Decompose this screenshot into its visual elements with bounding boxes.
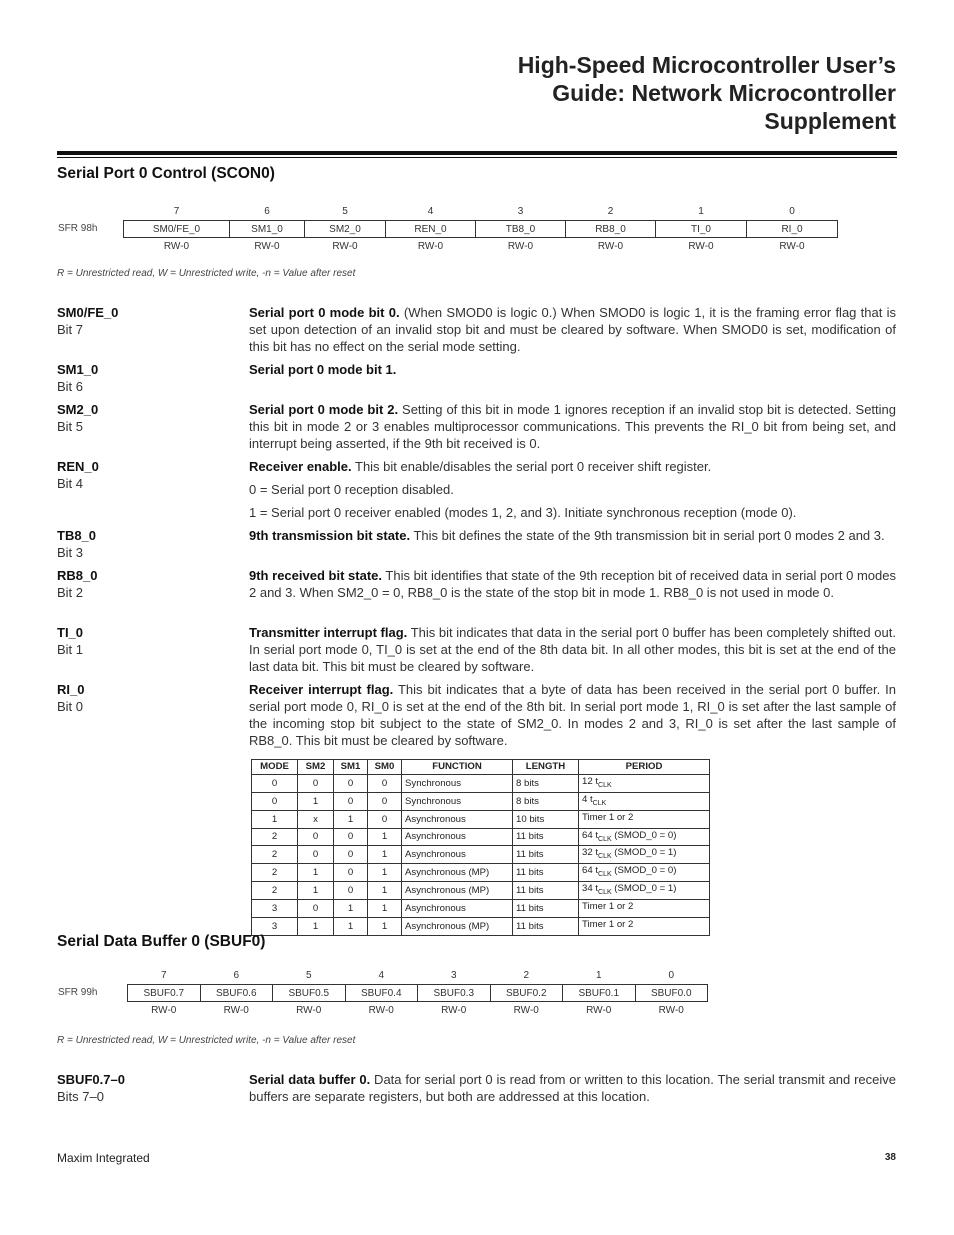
bit-access: RW-0: [513, 1004, 539, 1016]
field-text: This bit identifies that state of the 9th reception bit of received data in serial port 0 modes 2 and 3. When SM2_0 = 0, RB8_0 is the state of the stop bit in mode 1. RB8_0 is not used in mode 0.: [249, 568, 896, 600]
sbuf0-heading: Serial Data Buffer 0 (SBUF0): [57, 933, 266, 950]
title-line-2: Guide: Network Microcontroller: [552, 80, 896, 106]
scon0-legend: R = Unrestricted read, W = Unrestricted write, -n = Value after reset: [57, 268, 356, 279]
bit-access: RW-0: [368, 1004, 394, 1016]
table-cell: Asynchronous (MP): [402, 882, 513, 900]
period-suffix: (SMOD_0 = 1): [611, 883, 677, 895]
table-cell: 0: [368, 774, 402, 792]
table-cell: x: [298, 810, 334, 828]
title-rule-thin: [57, 157, 897, 158]
table-cell: 11 bits: [513, 864, 579, 882]
bit-access: RW-0: [332, 240, 358, 252]
column-header: MODE: [252, 760, 298, 775]
field-lead: Serial port 0 mode bit 0.: [249, 305, 400, 320]
scon0-bit-numbers: [124, 203, 838, 221]
table-cell: 11 bits: [513, 882, 579, 900]
sbuf0-bit-access: [128, 1002, 708, 1019]
table-cell: 0: [334, 864, 368, 882]
table-cell: 0: [368, 810, 402, 828]
period-subscript: CLK: [598, 781, 612, 789]
period-subscript: CLK: [592, 799, 607, 807]
field-lead: Receiver enable.: [249, 459, 352, 474]
bit-number: 4: [427, 206, 434, 217]
period-cell: [579, 900, 710, 918]
mode-table-row: [252, 828, 710, 846]
mode-table-row: [252, 900, 710, 918]
bit-name-cell: TB8_0: [476, 221, 566, 238]
table-cell: 1: [334, 900, 368, 918]
mode-table-row: [252, 864, 710, 882]
field-desc-sbuf0: [249, 1071, 896, 1105]
bit-name-cell: SM0/FE_0: [124, 221, 230, 238]
scon0-sfr-address: SFR 98h: [58, 223, 98, 234]
field-text: This bit enable/disables the serial port 0 receiver shift register.: [351, 459, 712, 474]
bit-name-cell: SBUF0.1: [563, 985, 636, 1002]
field-bit: Bit 4: [57, 476, 84, 491]
field-name-sbuf0: [57, 1071, 237, 1105]
bit-access: RW-0: [296, 1004, 322, 1016]
bit-name-cell: SBUF0.0: [635, 985, 708, 1002]
sbuf0-register-diagram: [127, 967, 708, 1018]
field-lead: Serial data buffer 0.: [249, 1072, 371, 1087]
table-cell: Asynchronous (MP): [402, 918, 513, 936]
mode-table-row: [252, 774, 710, 792]
bit-access: RW-0: [223, 1004, 249, 1016]
field-name: SM2_0: [57, 402, 99, 417]
title-line-3: Supplement: [764, 108, 896, 134]
bit-access: RW-0: [688, 240, 714, 252]
sbuf0-sfr-address: SFR 99h: [58, 987, 98, 998]
title-rule-thick: [57, 151, 897, 155]
bit-name-cell: SM2_0: [305, 221, 386, 238]
field-text: (When SMOD0 is logic 0.) When SMOD0 is logic 1, it is the framing error flag that is set upon detection of an invalid stop bit and must be cleared by software. When SMOD0 is set, modification of this bit has no effect on the serial mode setting.: [249, 305, 896, 354]
period-value: Timer 1 or 2: [582, 901, 634, 913]
field-lead: Transmitter interrupt flag.: [249, 625, 408, 640]
table-cell: 0: [334, 774, 368, 792]
table-cell: 11 bits: [513, 900, 579, 918]
field-text: This bit indicates that data in the serial port 0 buffer has been completely shifted out. In serial port mode 0, TI_0 is set at the end of the 8th data bit. In all other modes, this bit is set at the end of the last data bit. This bit must be cleared by software.: [249, 625, 896, 674]
table-cell: 0: [252, 774, 298, 792]
bit-name-cell: SBUF0.5: [273, 985, 346, 1002]
period-cell: [579, 810, 710, 828]
field-desc-sm0-fe0: [249, 304, 896, 355]
table-cell: 1: [368, 882, 402, 900]
mode-table-header: [252, 760, 710, 775]
table-cell: 2: [252, 882, 298, 900]
table-cell: 1: [368, 828, 402, 846]
table-cell: Synchronous: [402, 774, 513, 792]
scon0-register-diagram: [123, 203, 838, 254]
bit-number: 2: [523, 970, 530, 981]
bit-number: 3: [450, 970, 457, 981]
field-bit: Bit 0: [57, 699, 84, 714]
field-bit: Bit 3: [57, 545, 84, 560]
field-lead: Serial port 0 mode bit 1.: [249, 362, 397, 377]
field-name-sm0-fe0: [57, 304, 237, 338]
mode-table-row: [252, 882, 710, 900]
bit-number: 7: [173, 206, 180, 217]
table-cell: Asynchronous: [402, 900, 513, 918]
field-desc-ti: [249, 624, 896, 675]
table-cell: 1: [298, 792, 334, 810]
period-cell: [579, 846, 710, 864]
table-cell: 2: [252, 846, 298, 864]
bit-name-cell: SBUF0.4: [345, 985, 418, 1002]
table-cell: 1: [368, 918, 402, 936]
field-bit: Bit 7: [57, 322, 84, 337]
field-name: RI_0: [57, 682, 85, 697]
field-name-sm2: [57, 401, 237, 435]
period-value: 34 t: [582, 883, 599, 895]
mode-table-row: [252, 918, 710, 936]
field-text: Setting of this bit in mode 1 ignores reception if an invalid stop bit is detected. Setting this bit in mode 2 or 3 enables multiprocessor communications. This prevents the RI_0 bit from being set, and interrupt being asserted, if the 9th bit received is 0.: [249, 402, 896, 451]
bit-name-cell: REN_0: [386, 221, 476, 238]
bit-number: 0: [789, 206, 795, 217]
field-name: RB8_0: [57, 568, 98, 583]
table-cell: 1: [298, 864, 334, 882]
field-name: SBUF0.7–0: [57, 1072, 125, 1087]
field-bit: Bit 2: [57, 585, 84, 600]
period-value: 12 t: [582, 775, 599, 787]
sbuf0-legend: R = Unrestricted read, W = Unrestricted write, -n = Value after reset: [57, 1035, 356, 1046]
column-header: SM1: [334, 760, 368, 775]
document-title: [376, 51, 896, 135]
field-name-sm1: [57, 361, 237, 395]
period-cell: [579, 828, 710, 846]
period-suffix: (SMOD_0 = 1): [611, 847, 677, 859]
period-cell: [579, 864, 710, 882]
period-subscript: CLK: [598, 853, 612, 861]
bit-number: 7: [160, 970, 167, 981]
table-cell: 0: [298, 774, 334, 792]
table-cell: 0: [368, 792, 402, 810]
table-cell: 8 bits: [513, 792, 579, 810]
table-cell: 0: [334, 792, 368, 810]
bit-access: RW-0: [658, 1004, 684, 1016]
table-cell: 0: [334, 846, 368, 864]
bit-number: 2: [607, 206, 614, 217]
table-cell: 0: [252, 792, 298, 810]
scon0-bit-names: [124, 221, 838, 238]
bit-name-cell: TI_0: [656, 221, 747, 238]
field-name: TI_0: [57, 625, 84, 640]
table-cell: 1: [334, 810, 368, 828]
table-cell: 1: [368, 900, 402, 918]
table-cell: 0: [334, 828, 368, 846]
table-cell: 2: [252, 864, 298, 882]
period-cell: [579, 882, 710, 900]
sbuf0-bit-numbers: [128, 967, 708, 985]
bit-name-cell: SM1_0: [230, 221, 305, 238]
field-name-tb8: [57, 527, 237, 561]
bit-number: 4: [378, 970, 385, 981]
period-suffix: (SMOD_0 = 0): [611, 865, 677, 877]
bit-name-cell: RI_0: [747, 221, 838, 238]
field-name: SM0/FE_0: [57, 305, 119, 320]
scon0-heading: Serial Port 0 Control (SCON0): [57, 165, 275, 182]
field-name-rb8: [57, 567, 237, 601]
scon0-bit-access: [124, 238, 838, 255]
table-cell: 1: [252, 810, 298, 828]
table-cell: 0: [298, 828, 334, 846]
table-cell: 1: [368, 864, 402, 882]
field-lead: 9th received bit state.: [249, 568, 383, 583]
table-cell: Asynchronous: [402, 828, 513, 846]
field-text: Data for serial port 0 is read from or written to this location. The serial transmit and receive buffers are separate registers, but both are addressed at this location.: [249, 1072, 896, 1104]
table-cell: 11 bits: [513, 918, 579, 936]
bit-number: 5: [342, 206, 348, 217]
column-header: SM2: [298, 760, 334, 775]
field-lead: Receiver interrupt flag.: [249, 682, 394, 697]
period-subscript: CLK: [598, 835, 612, 843]
mode-table-row: [252, 846, 710, 864]
table-cell: 2: [252, 828, 298, 846]
table-cell: 3: [252, 918, 298, 936]
bit-name-cell: SBUF0.3: [418, 985, 491, 1002]
field-name: REN_0: [57, 459, 99, 474]
table-cell: 11 bits: [513, 846, 579, 864]
period-value: Timer 1 or 2: [582, 919, 634, 931]
table-cell: 0: [334, 882, 368, 900]
bit-name-cell: SBUF0.6: [200, 985, 273, 1002]
bit-number: 6: [233, 970, 240, 981]
table-cell: Asynchronous (MP): [402, 864, 513, 882]
bit-access: RW-0: [779, 240, 805, 252]
field-extra: 1 = Serial port 0 receiver enabled (modes 1, 2, and 3). Initiate synchronous reception (mode 0).: [249, 505, 797, 520]
bit-access: RW-0: [586, 1004, 612, 1016]
period-cell: [579, 774, 710, 792]
mode-table-row: [252, 810, 710, 828]
bit-number: 1: [698, 206, 704, 217]
footer-company: Maxim Integrated: [57, 1151, 150, 1165]
table-cell: Asynchronous: [402, 846, 513, 864]
sbuf0-bit-names: [128, 985, 708, 1002]
table-cell: 10 bits: [513, 810, 579, 828]
page-number: 38: [884, 1152, 896, 1163]
field-bit: Bit 1: [57, 642, 84, 657]
field-desc-tb8: [249, 527, 896, 544]
bit-access: RW-0: [597, 240, 624, 252]
field-bit: Bits 7–0: [57, 1089, 104, 1104]
bit-access: RW-0: [507, 240, 534, 252]
bit-access: RW-0: [151, 1004, 177, 1016]
field-lead: 9th transmission bit state.: [249, 528, 411, 543]
table-cell: 3: [252, 900, 298, 918]
field-name-ri: [57, 681, 237, 715]
table-cell: 0: [298, 846, 334, 864]
bit-name-cell: SBUF0.2: [490, 985, 563, 1002]
period-value: 64 t: [582, 829, 599, 841]
field-desc-rb8: [249, 567, 896, 601]
column-header: PERIOD: [579, 760, 710, 775]
field-name-ren: [57, 458, 237, 492]
field-desc-ri: [249, 681, 896, 749]
field-bit: Bit 6: [57, 379, 84, 394]
table-cell: 1: [368, 846, 402, 864]
table-cell: 8 bits: [513, 774, 579, 792]
period-cell: [579, 792, 710, 810]
field-text: This bit defines the state of the 9th transmission bit in serial port 0 modes 2 and 3.: [410, 528, 885, 543]
serial-mode-table: [251, 759, 710, 936]
column-header: SM0: [368, 760, 402, 775]
bit-number: 5: [305, 970, 312, 981]
bit-access: RW-0: [417, 240, 444, 252]
table-cell: 1: [334, 918, 368, 936]
period-value: 32 t: [582, 847, 599, 859]
table-cell: 0: [298, 900, 334, 918]
bit-number: 1: [595, 970, 602, 981]
period-value: Timer 1 or 2: [582, 811, 634, 823]
field-name-ti: [57, 624, 237, 658]
table-cell: Synchronous: [402, 792, 513, 810]
column-header: FUNCTION: [402, 760, 513, 775]
field-desc-sm1: [249, 361, 896, 378]
field-name: SM1_0: [57, 362, 99, 377]
table-cell: Asynchronous: [402, 810, 513, 828]
bit-number: 0: [668, 970, 675, 981]
period-subscript: CLK: [598, 871, 612, 879]
bit-access: RW-0: [163, 240, 190, 252]
bit-name-cell: RB8_0: [566, 221, 656, 238]
field-extra: 0 = Serial port 0 reception disabled.: [249, 482, 454, 497]
field-text: This bit indicates that a byte of data has been received in the serial port 0 buffer. In serial port mode 0, RI_0 is set at the end of the 8th bit. In serial port mode 1, RI_0 is set after the last sample of the incoming stop bit subject to the state of SM2_0. In modes 2 and 3, RI_0 is set after the last sample of RB8_0. This bit must be cleared by software.: [249, 682, 896, 748]
table-cell: 1: [298, 882, 334, 900]
period-subscript: CLK: [598, 889, 612, 897]
table-cell: 1: [298, 918, 334, 936]
bit-name-cell: SBUF0.7: [128, 985, 201, 1002]
field-bit: Bit 5: [57, 419, 84, 434]
field-name: TB8_0: [57, 528, 97, 543]
period-value: 4 t: [582, 793, 593, 805]
bit-access: RW-0: [254, 240, 280, 252]
period-cell: [579, 918, 710, 936]
mode-table-row: [252, 792, 710, 810]
bit-number: 3: [517, 206, 524, 217]
period-suffix: (SMOD_0 = 0): [611, 829, 677, 841]
title-line-1: High-Speed Microcontroller User’s: [517, 52, 896, 78]
field-desc-ren: [249, 458, 896, 527]
column-header: LENGTH: [513, 760, 579, 775]
field-desc-sm2: [249, 401, 896, 452]
table-cell: 11 bits: [513, 828, 579, 846]
bit-number: 6: [264, 206, 270, 217]
field-lead: Serial port 0 mode bit 2.: [249, 402, 399, 417]
period-value: 64 t: [582, 865, 599, 877]
bit-access: RW-0: [441, 1004, 467, 1016]
